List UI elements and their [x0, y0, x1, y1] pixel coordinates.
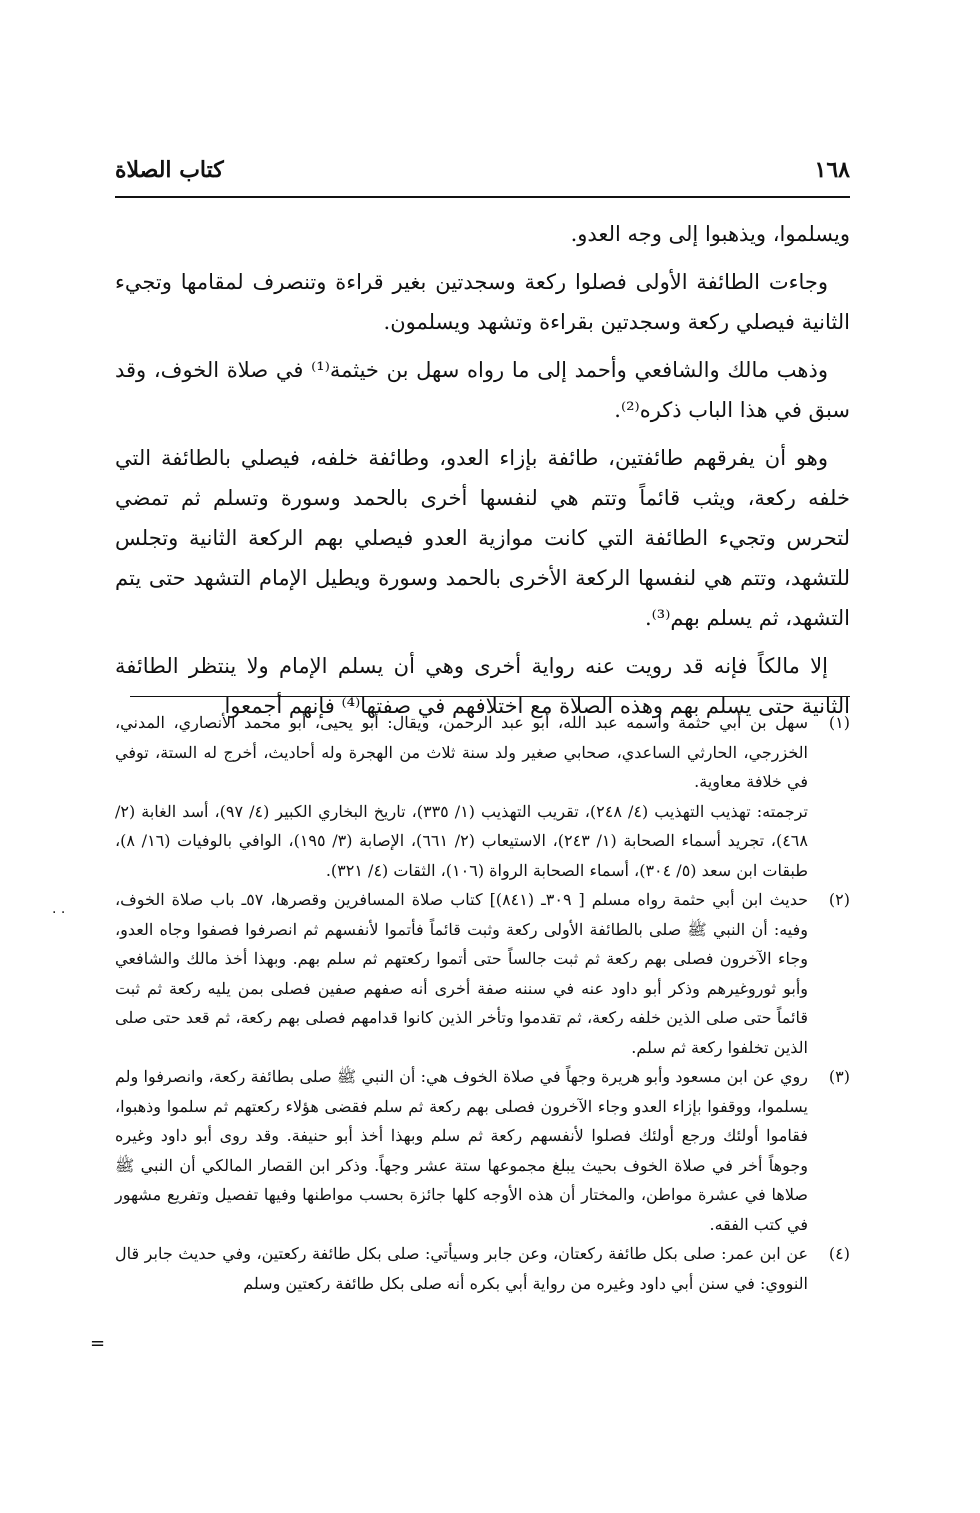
stray-dots-decoration: · · — [52, 905, 66, 921]
footnote-3 — [115, 1062, 850, 1239]
page-number: ١٦٨ — [814, 157, 850, 183]
header-divider — [115, 196, 850, 198]
continuation-mark: = — [90, 1333, 106, 1354]
footnote-1 — [115, 708, 850, 885]
chapter-title: كتاب الصلاة — [115, 157, 224, 183]
footnote-paragraph: حديث ابن أبي حثمة رواه مسلم [ ٣٠٩ـ (٨٤١)] كتاب صلاة المسافرين وقصرها، ٥٧ـ باب صلاة الخوف، وفيه: أن النبي ﷺ صلى بالطائفة الأولى ركعة وثبت قائماً فأتموا لأنفسهم ثم انصرفوا فصفوا وجاه العدو، وجاء الآخرون فصلى بهم ركعة ثم ثبت جالساً حتى أتموا ركعتهم ثم سلم بهم. وبهذا أخذ مالك والشافعي وأبو ثوروغيرهم وذكر أبو داود عنه في سننه صفة أخرى أنه صفهم صفين فصلى بمن يليه ركعة ثم ثبت قائماً حتى صلى الذين خلفه ركعة، ثم تقدموا وتأخر الذين كانوا قدامهم فصلى بهم ركعة، ثم قعد حتى صلى الذين تخلفوا ركعة ثم سلم. — [115, 890, 809, 1057]
footnote-number: (٤) — [828, 1244, 850, 1263]
body-paragraph: وذهب مالك والشافعي وأحمد إلى ما رواه سهل بن خيثمة⁽¹⁾ في صلاة الخوف، وقد سبق في هذا الباب ذكره⁽²⁾. — [115, 358, 850, 422]
footnote-divider — [130, 696, 850, 697]
footnote-number: (٢) — [828, 890, 850, 909]
footnote-text — [115, 885, 808, 1062]
footnote-paragraph: عن ابن عمر: صلى بكل طائفة ركعتان، وعن جابر وسيأتي: صلى بكل طائفة ركعتين، وفي حديث جابر قال النووي: في سنن أبي داود وغيره من رواية أبي بكره أنه صلى بكل طائفة ركعتين وسلم — [115, 1244, 808, 1293]
main-text — [115, 214, 850, 734]
footnote-text — [115, 708, 808, 885]
footnote-2 — [115, 885, 850, 1062]
footnote-paragraph: سهل بن أبي حثمة واسمه عبد الله، أبو عبد الرحمن، ويقال: أبو يحيى، أبو محمد الأنصاري، المدني، الخزرجي، الحارثي الساعدي، صحابي صغير ولد سنة ثلاث من الهجرة وله أحاديث، أخرج له الستة، توفي في خلافة معاوية. — [115, 713, 809, 791]
footnote-text — [115, 1062, 808, 1239]
footnote-number: (١) — [828, 713, 850, 732]
footnote-paragraph: روي عن ابن مسعود وأبو هريرة وجهاً في صلاة الخوف هي: أن النبي ﷺ صلى بطائفة ركعة، وانصرفوا ولم يسلموا، ووقفوا بإزاء العدو وجاء الآخرون فصلى بهم ركعة ثم سلم فقضى هؤلاء ركعتهم ثم سلموا وذهبوا، فقاموا أولئك ورجع أولئك فصلوا لأنفسهم ركعة ثم سلم وبهذا أخذ أبو حنيفة. وقد روى أبو داود وغيره وجوهاً أخر في صلاة الخوف بحيث يبلغ مجموعها ستة عشر وجهاً. وذكر ابن القصار المالكي أن النبي ﷺ صلاها في عشرة مواطن، والمختار أن هذه الأوجه كلها جائزة بحسب مواطنها وفيها تفصيل وتفريع مشهور في كتب الفقه. — [115, 1067, 808, 1234]
body-paragraph: ويسلموا، ويذهبوا إلى وجه العدو. — [570, 222, 850, 246]
footnote-number: (٣) — [828, 1067, 850, 1086]
page-header — [115, 150, 850, 190]
footnote-4 — [115, 1239, 850, 1298]
footnote-paragraph: ترجمته: تهذيب التهذيب (٤/ ٢٤٨)، تقريب التهذيب (١/ ٣٣٥)، تاريخ البخاري الكبير (٤/ ٩٧)، أسد الغابة (٢/ ٤٦٨)، تجريد أسماء الصحابة (١/ ٢٤٣)، الاستيعاب (٢/ ٦٦١)، الإصابة (٣/ ١٩٥)، الوافي بالوفيات (١٦/ ٨)، طبقات ابن سعد (٥/ ٣٠٤)، أسماء الصحابة الرواة (١٠٦)، الثقات (٤/ ٣٢١). — [115, 801, 808, 880]
body-paragraph: إلا مالكاً فإنه قد رويت عنه رواية أخرى وهي أن يسلم الإمام ولا ينتظر الطائفة الثانية حتى يسلم بهم وهذه الصلاة مع اختلافهم في صفتها⁽⁴⁾ فإنهم أجمعوا — [115, 654, 850, 718]
footnote-text — [115, 1239, 808, 1298]
body-paragraph: وجاءت الطائفة الأولى فصلوا ركعة وسجدتين بغير قراءة وتنصرف لمقامها وتجيء الثانية فيصلي ركعة وسجدتين بقراءة وتشهد ويسلمون. — [115, 270, 850, 334]
body-paragraph: وهو أن يفرقهم طائفتين، طائفة بإزاء العدو، وطائفة خلفه، فيصلي بالطائفة التي خلفه ركعة، ويثب قائماً وتتم هي لنفسها أخرى بالحمد وسورة وتسلم ثم تمضي لتحرس وتجيء الطائفة التي كانت موازية العدو فيصلي بهم الركعة الثانية وتجلس للتشهد، وتتم هي لنفسها الركعة الأخرى بالحمد وسورة ويطيل الإمام التشهد حتى يتم التشهد، ثم يسلم بهم⁽³⁾. — [115, 446, 850, 630]
footnotes — [115, 708, 850, 1298]
